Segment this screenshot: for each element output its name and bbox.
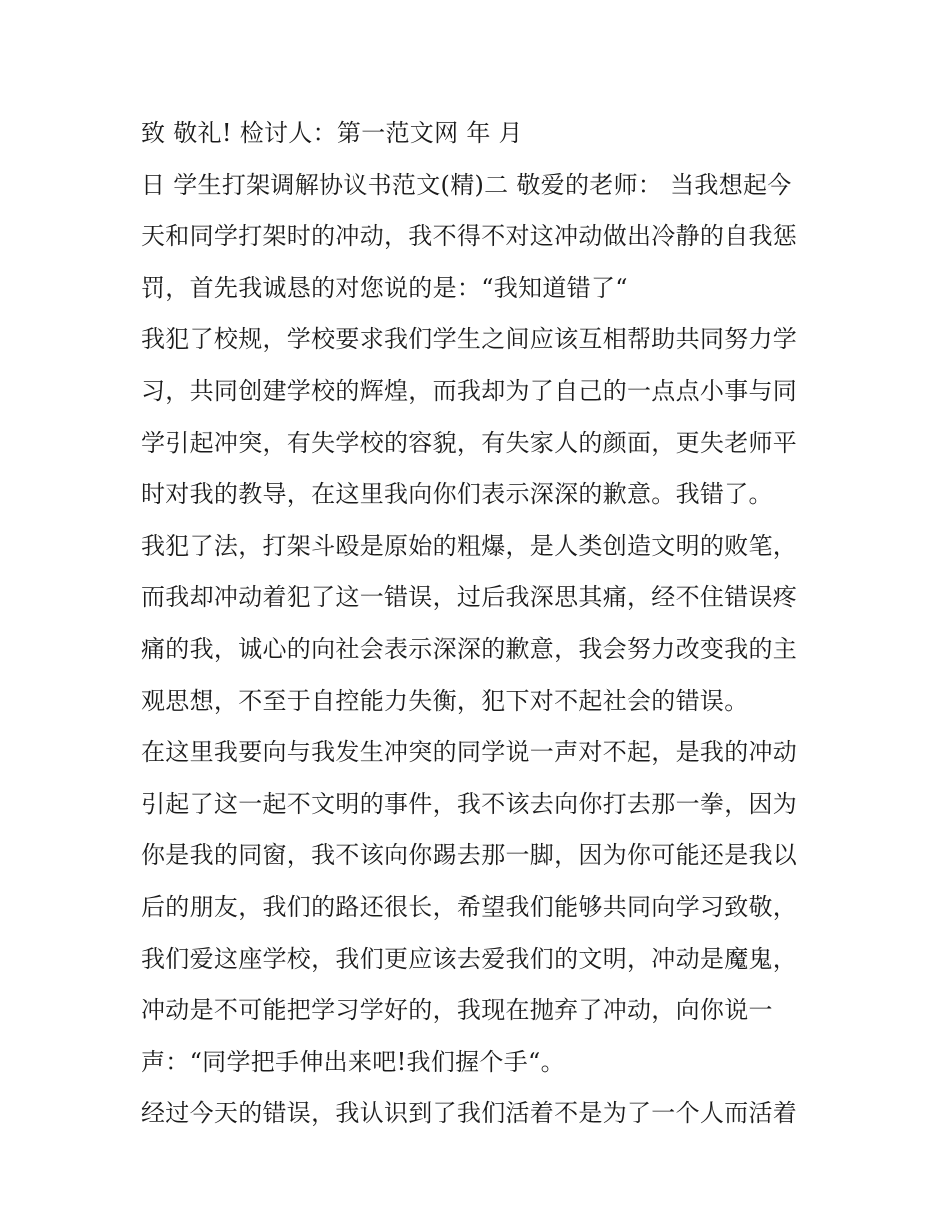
text-line: 冲动是不可能把学习学好的，我现在抛弃了冲动，向你说一 [141,996,773,1025]
text-line: 你是我的同窗，我不该向你踢去那一脚，因为你可能还是我以 [141,841,798,870]
text-line: 声：“同学把手伸出来吧!我们握个手“。 [141,1047,565,1076]
text-line: 在这里我要向与我发生冲突的同学说一声对不起，是我的冲动 [141,738,798,767]
text-line: 而我却冲动着犯了这一错误，过后我深思其痛，经不住错误疼 [141,583,798,612]
text-line: 学引起冲突，有失学校的容貌，有失家人的颜面，更失老师平 [141,428,798,457]
text-line: 天和同学打架时的冲动，我不得不对这冲动做出冷静的自我惩 [141,222,798,251]
text-line: 我犯了法，打架斗殴是原始的粗爆，是人类创造文明的败笔， [141,531,798,560]
text-line: 日 学生打架调解协议书范文(精)二 敬爱的老师： 当我想起今 [141,170,792,199]
text-line: 后的朋友，我们的路还很长，希望我们能够共同向学习致敬， [141,892,798,921]
text-line: 习，共同创建学校的辉煌，而我却为了自己的一点点小事与同 [141,376,798,405]
text-line: 引起了这一起不文明的事件，我不该去向你打去那一拳，因为 [141,789,798,818]
text-line: 我犯了校规，学校要求我们学生之间应该互相帮助共同努力学 [141,325,798,354]
text-line: 经过今天的错误，我认识到了我们活着不是为了一个人而活着 [141,1099,798,1128]
text-line: 观思想，不至于自控能力失衡，犯下对不起社会的错误。 [141,686,749,715]
text-line: 时对我的教导，在这里我向你们表示深深的歉意。我错了。 [141,480,773,509]
text-line: 我们爱这座学校，我们更应该去爱我们的文明，冲动是魔鬼， [141,944,798,973]
text-line: 罚，首先我诚恳的对您说的是：“我知道错了“ [141,273,628,302]
document-body [141,108,821,1140]
text-line: 痛的我，诚心的向社会表示深深的歉意，我会努力改变我的主 [141,634,798,663]
text-line: 致 敬礼! 检讨人：第一范文网 年 月 [141,119,523,147]
